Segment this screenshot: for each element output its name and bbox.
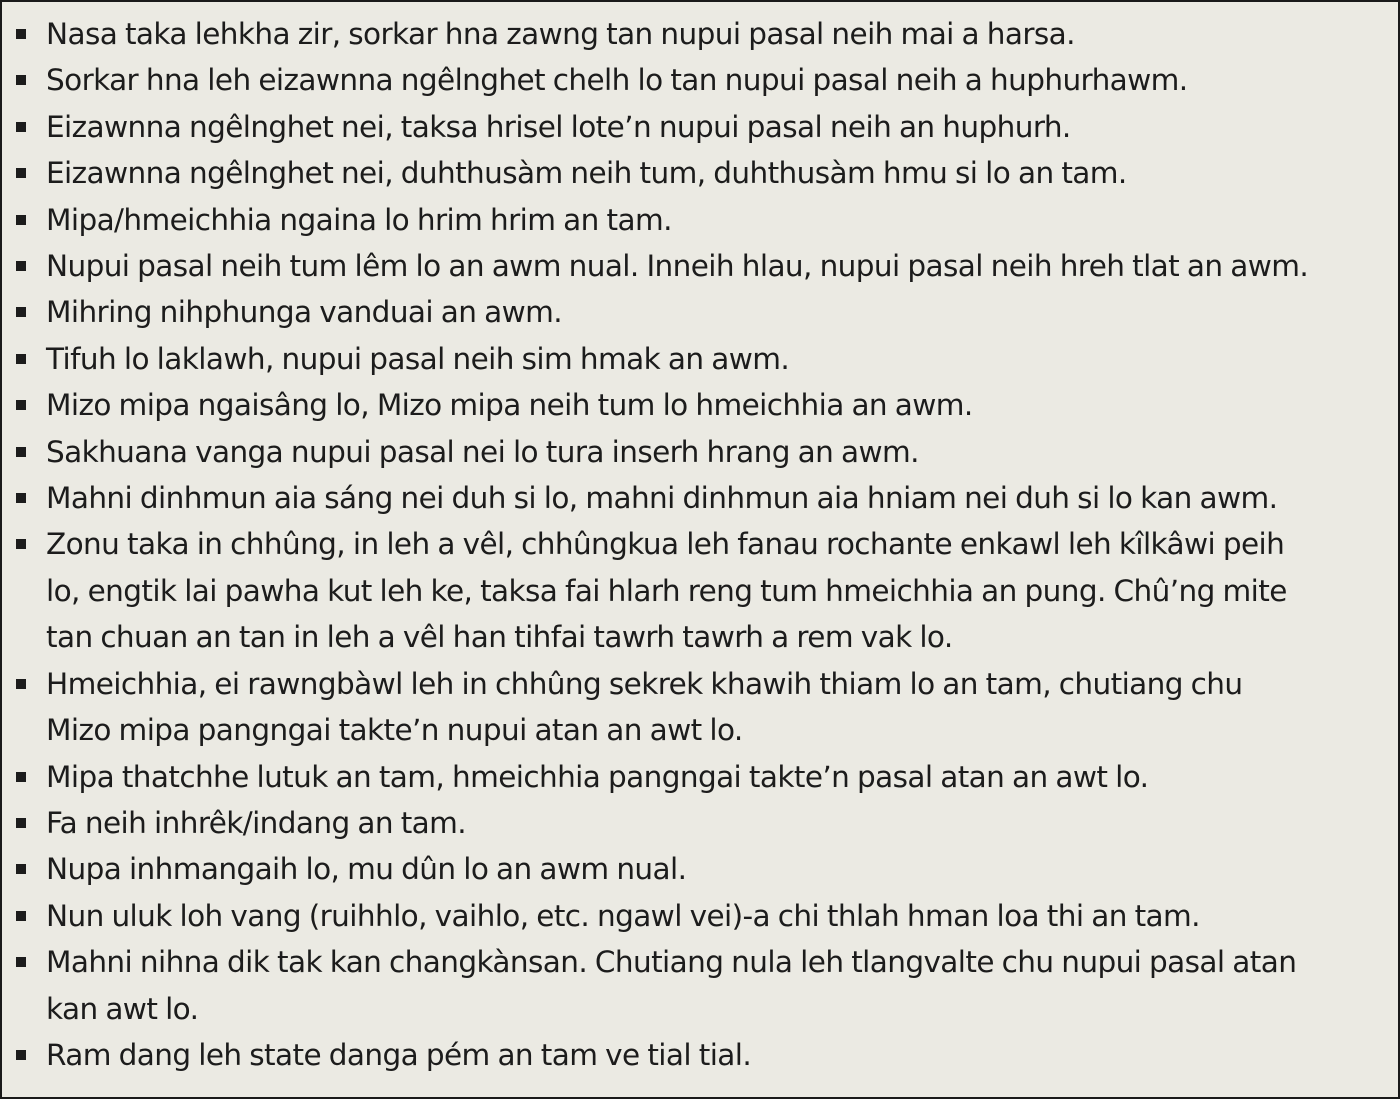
bullet-list [14, 11, 1386, 1078]
square-bullet-icon [16, 168, 26, 178]
bullet-text-line: kan awt lo. [46, 991, 199, 1026]
square-bullet-icon [16, 911, 26, 921]
square-bullet-icon [16, 539, 26, 549]
bullet-text-line: Sakhuana vanga nupui pasal nei lo tura inserh hrang an awm. [46, 434, 919, 469]
bullet-text-line: Zonu taka in chhûng, in leh a vêl, chhûngkua leh fanau rochante enkawl leh kîlkâwi peih [46, 527, 1285, 562]
square-bullet-icon [16, 122, 26, 132]
bullet-text-line: Mizo mipa pangngai takte’n nupui atan an awt lo. [46, 713, 743, 748]
bullet-text-line: Mizo mipa ngaisâng lo, Mizo mipa neih tum lo hmeichhia an awm. [46, 388, 973, 423]
bullet-item [14, 429, 1386, 475]
bullet-text-line: tan chuan an tan in leh a vêl han tihfai tawrh tawrh a rem vak lo. [46, 620, 953, 655]
bullet-item [14, 289, 1386, 335]
bullet-item [14, 57, 1386, 103]
bullet-item [14, 521, 1386, 660]
bullet-item [14, 336, 1386, 382]
bullet-item [14, 800, 1386, 846]
square-bullet-icon [16, 818, 26, 828]
square-bullet-icon [16, 493, 26, 503]
bullet-item [14, 243, 1386, 289]
square-bullet-icon [16, 772, 26, 782]
square-bullet-icon [16, 75, 26, 85]
bullet-text-line: Tifuh lo laklawh, nupui pasal neih sim hmak an awm. [46, 341, 790, 376]
bullet-text-line: Nun uluk loh vang (ruihhlo, vaihlo, etc. ngawl vei)-a chi thlah hman loa thi an tam. [46, 898, 1200, 933]
bullet-text-line: Mipa/hmeichhia ngaina lo hrim hrim an tam. [46, 202, 672, 237]
bullet-text-line: lo, engtik lai pawha kut leh ke, taksa fai hlarh reng tum hmeichhia an pung. Chû’ng mite [46, 573, 1287, 608]
bullet-text-line: Nasa taka lehkha zir, sorkar hna zawng tan nupui pasal neih mai a harsa. [46, 17, 1075, 51]
bullet-text-line: Mihring nihphunga vanduai an awm. [46, 295, 563, 330]
bullet-text-line: Eizawnna ngêlnghet nei, taksa hrisel lote’n nupui pasal neih an huphurh. [46, 109, 1071, 144]
bullet-item [14, 939, 1386, 1032]
square-bullet-icon [16, 354, 26, 364]
bullet-item [14, 893, 1386, 939]
bullet-item [14, 1032, 1386, 1078]
square-bullet-icon [16, 957, 26, 967]
square-bullet-icon [16, 215, 26, 225]
bullet-text-line: Fa neih inhrêk/indang an tam. [46, 805, 467, 840]
bullet-text-line: Mahni nihna dik tak kan changkànsan. Chutiang nula leh tlangvalte chu nupui pasal atan [46, 945, 1297, 980]
bullet-item [14, 150, 1386, 196]
bullet-item [14, 754, 1386, 800]
square-bullet-icon [16, 307, 26, 317]
square-bullet-icon [16, 447, 26, 457]
square-bullet-icon [16, 29, 26, 39]
bullet-text-line: Sorkar hna leh eizawnna ngêlnghet chelh lo tan nupui pasal neih a huphurhawm. [46, 63, 1188, 98]
bullet-item [14, 197, 1386, 243]
bullet-item [14, 846, 1386, 892]
square-bullet-icon [16, 1050, 26, 1060]
bullet-item [14, 382, 1386, 428]
square-bullet-icon [16, 400, 26, 410]
square-bullet-icon [16, 864, 26, 874]
bullet-item [14, 11, 1386, 57]
bullet-text-line: Ram dang leh state danga pém an tam ve tial tial. [46, 1037, 752, 1072]
bullet-text-line: Nupui pasal neih tum lêm lo an awm nual. Inneih hlau, nupui pasal neih hreh tlat an awm. [46, 249, 1309, 284]
bullet-item [14, 475, 1386, 521]
bullet-text-line: Nupa inhmangaih lo, mu dûn lo an awm nual. [46, 852, 687, 887]
bullet-item [14, 661, 1386, 754]
bullet-text-line: Mipa thatchhe lutuk an tam, hmeichhia pangngai takte’n pasal atan an awt lo. [46, 759, 1149, 794]
square-bullet-icon [16, 261, 26, 271]
square-bullet-icon [16, 679, 26, 689]
bullet-text-line: Mahni dinhmun aia sáng nei duh si lo, mahni dinhmun aia hniam nei duh si lo kan awm. [46, 481, 1278, 516]
bullet-text-line: Eizawnna ngêlnghet nei, duhthusàm neih tum, duhthusàm hmu si lo an tam. [46, 156, 1127, 191]
bullet-text-line: Hmeichhia, ei rawngbàwl leh in chhûng sekrek khawih thiam lo an tam, chutiang chu [46, 666, 1243, 701]
bullet-item [14, 104, 1386, 150]
